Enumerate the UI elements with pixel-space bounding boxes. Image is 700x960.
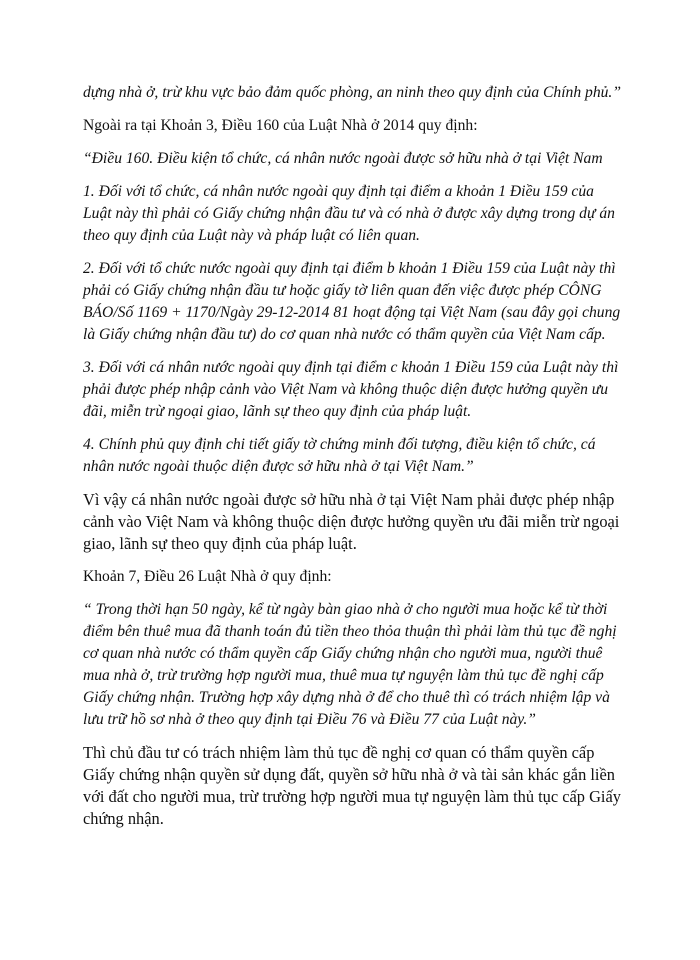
clause-4: 4. Chính phủ quy định chi tiết giấy tờ chứng minh đối tượng, điều kiện tổ chức, cá nhân nước ngoài thuộc diện được sở hữu nhà ở tại Việt Nam.” — [83, 436, 596, 475]
clause-2: 2. Đối với tổ chức nước ngoài quy định tại điểm b khoản 1 Điều 159 của Luật này thì phải có Giấy chứng nhận đầu tư hoặc giấy tờ liên quan đến việc được phép CÔNG BÁO/Số 1169 + 1170/Ngày 29-12-2014 81 hoạt động tại Việt Nam (sau đây gọi chung là Giấy chứng nhận đầu tư) do cơ quan nhà nước có thẩm quyền của Việt Nam cấp. — [83, 260, 621, 343]
clause-1: 1. Đối với tổ chức, cá nhân nước ngoài quy định tại điểm a khoản 1 Điều 159 của Luật này thì phải có Giấy chứng nhận đầu tư và có nhà ở được xây dựng trong dự án theo quy định của Luật này và pháp luật có liên quan. — [83, 183, 615, 244]
intro-article-26: Khoản 7, Điều 26 Luật Nhà ở quy định: — [83, 568, 332, 585]
conclusion-investor: Thì chủ đầu tư có trách nhiệm làm thủ tục đề nghị cơ quan có thẩm quyền cấp Giấy chứng nhận quyền sử dụng đất, quyền sở hữu nhà ở và tài sản khác gắn liền với đất cho người mua, trừ trường hợp người mua tự nguyện làm thủ tục cấp Giấy chứng nhận. — [83, 743, 621, 828]
article-160-heading: “Điều 160. Điều kiện tổ chức, cá nhân nước ngoài được sở hữu nhà ở tại Việt Nam — [83, 150, 603, 167]
intro-article-160: Ngoài ra tại Khoản 3, Điều 160 của Luật Nhà ở 2014 quy định: — [83, 117, 478, 134]
quote-continuation: dựng nhà ở, trừ khu vực bảo đảm quốc phòng, an ninh theo quy định của Chính phủ.” — [83, 84, 621, 101]
document-page — [83, 82, 623, 841]
conclusion-foreigners: Vì vậy cá nhân nước ngoài được sở hữu nhà ở tại Việt Nam phải được phép nhập cảnh vào Việt Nam và không thuộc diện được hưởng quyền ưu đãi miễn trừ ngoại giao, lãnh sự theo quy định của pháp luật. — [83, 490, 620, 553]
clause-3: 3. Đối với cá nhân nước ngoài quy định tại điểm c khoản 1 Điều 159 của Luật này thì phải được phép nhập cảnh vào Việt Nam và không thuộc diện được hưởng quyền ưu đãi, miễn trừ ngoại giao, lãnh sự theo quy định của pháp luật. — [83, 359, 619, 420]
article-26-quote: “ Trong thời hạn 50 ngày, kể từ ngày bàn giao nhà ở cho người mua hoặc kể từ thời điểm bên thuê mua đã thanh toán đủ tiền theo thỏa thuận thì phải làm thủ tục đề nghị cơ quan nhà nước có thẩm quyền cấp Giấy chứng nhận cho người mua, người thuê mua nhà ở, trừ trường hợp người mua, thuê mua tự nguyện làm thủ tục đề nghị cấp Giấy chứng nhận. Trường hợp xây dựng nhà ở để cho thuê thì có trách nhiệm lập và lưu trữ hồ sơ nhà ở theo quy định tại Điều 76 và Điều 77 của Luật này.” — [83, 601, 617, 728]
